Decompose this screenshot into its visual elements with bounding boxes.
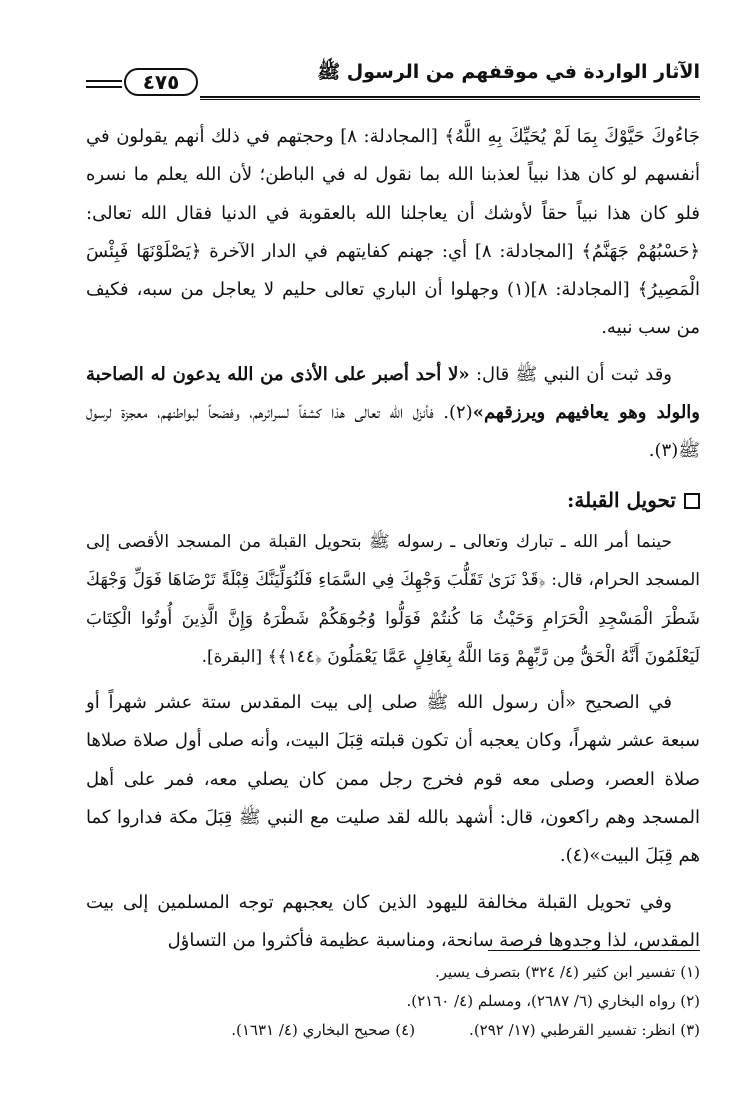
footnote: (٢) رواه البخاري (٦/ ٢٦٨٧)، ومسلم (٤/ ٢١٦٠).: [406, 992, 700, 1010]
paragraph: جَاءُوكَ حَيَّوْكَ بِمَا لَمْ يُحَيِّكَ بِهِ اللَّهُ﴾ [المجادلة: ٨] وحجتهم في ذلك أنهم يقولون في أنفسهم لو كان هذا نبياً لعذبنا الله بما نقول له في الباطن؛ لأن الله يعلم ما نسره فلو كان هذا نبياً حقاً لأوشك أن يعاجلنا الله بالعقوبة في الدنيا فقال الله تعالى: ﴿حَسْبُهُمْ جَهَنَّمُ﴾ [المجادلة: ٨] أي: جهنم كفايتهم في الدار الآخرة ﴿يَصْلَوْنَهَا فَبِئْسَ الْمَصِيرُ﴾ [المجادلة: ٨](١) وجهلوا أن الباري تعالى حليم لا يعاجل من سبه، فكيف من سب نبيه.: [86, 126, 700, 339]
footnote: (٤) صحيح البخاري (٤/ ١٦٣١).: [231, 1021, 416, 1039]
paragraph: [86, 356, 700, 471]
paragraph-intro: وقد ثبت أن النبي ﷺ قال:: [469, 363, 672, 385]
paragraph: في الصحيح «أن رسول الله ﷺ صلى إلى بيت المقدس ستة عشر شهراً أو سبعة عشر شهراً، وكان يعجبه أن تكون قبلته قِبَلَ البيت، وأنه صلى أول صلاة صلاها صلاة العصر، وصلى معه قوم فخرج رجل ممن كان يصلي معه، فمر على أهل المسجد وهم راكعون، قال: أشهد بالله لقد صليت مع النبي ﷺ قِبَلَ مكة فداروا كما هم قِبَلَ البيت»(٤).: [86, 692, 700, 867]
footnote-separator: [488, 950, 700, 951]
paragraph: حينما أمر الله ـ تبارك وتعالى ـ رسوله ﷺ بتحويل القبلة من المسجد الأقصى إلى المسجد الحرام، قال: ﴿قَدْ نَرَىٰ تَقَلُّبَ وَجْهِكَ فِي السَّمَاءِ فَلَنُوَلِّيَنَّكَ قِبْلَةً تَرْضَاهَا فَوَلِّ وَجْهَكَ شَطْرَ الْمَسْجِدِ الْحَرَامِ وَحَيْثُ مَا كُنتُمْ فَوَلُّوا وُجُوهَكُمْ شَطْرَهُ وَإِنَّ الَّذِينَ أُوتُوا الْكِتَابَ لَيَعْلَمُونَ أَنَّهُ الْحَقُّ مِن رَّبِّهِمْ وَمَا اللَّهُ بِغَافِلٍ عَمَّا يَعْمَلُونَ ﴿١٤٤﴾﴾ [البقرة].: [86, 531, 700, 667]
header-rule: [200, 96, 700, 98]
paragraph: وفي تحويل القبلة مخالفة لليهود الذين كان يعجبهم توجه المسلمين إلى بيت المقدس، لذا وجدوها فرصة سانحة، ومناسبة عظيمة فأكثروا من التساؤل: [86, 891, 700, 951]
footnote-row: [86, 1016, 700, 1045]
page-number: ٤٧٥: [124, 68, 198, 96]
page-number-ornament-line: [86, 80, 122, 82]
page-number-ornament-line: [86, 86, 122, 88]
footnote: (٣) انظر: تفسير القرطبي (١٧/ ٢٩٢).: [469, 1021, 700, 1039]
section-heading: [86, 481, 700, 519]
hadith-quote: «لا أحد أصبر على الأذى من الله يدعون له الصاحبة والولد وهو يعافيهم ويرزقهم»: [86, 363, 701, 424]
page-header: [86, 56, 700, 100]
paragraph-continuation: (٢). فأنزل الله تعالى هذا كشفاً لسرائرهم، وفضحاً لبواطنهم، معجزة لرسول ﷺ(٣).: [86, 402, 700, 462]
main-text: [86, 118, 700, 960]
footnotes: [86, 958, 700, 1045]
section-heading-text: تحويل القبلة:: [566, 487, 676, 512]
running-title: الآثار الواردة في موقفهم من الرسول ﷺ: [317, 61, 700, 83]
footnote: (١) تفسير ابن كثير (٤/ ٣٢٤) بتصرف يسير.: [434, 963, 700, 981]
header-rule-thin: [200, 99, 700, 100]
square-bullet-icon: [684, 493, 700, 509]
